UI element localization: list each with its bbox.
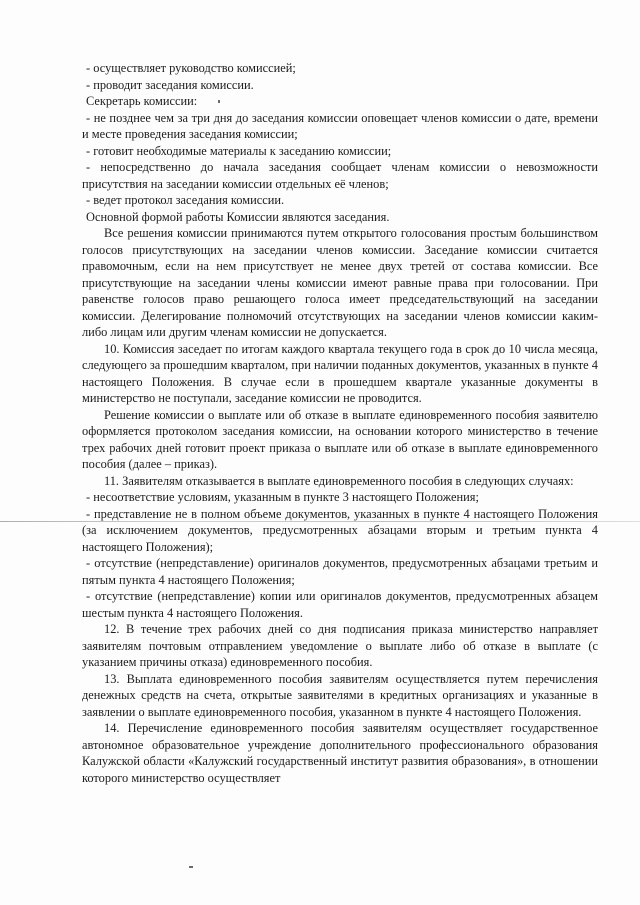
paragraph: - готовит необходимые материалы к заседанию комиссии; (86, 143, 392, 158)
paragraph: - осуществляет руководство комиссией; (86, 61, 296, 75)
paragraph: Все решения комиссии принимаются путем открытого голосования простым большинством голосов присутствующих на заседании членов комиссии. Заседание комиссии считается правомочным, если на нем присутствует не менее двух третей от состава комиссии. Все присутствующие на заседании члены комиссии имеют равные права при голосовании. При равенстве голосов право решающего голоса имеет председательствующий на заседании комиссии. Делегирование полномочий отсутствующих на заседании членов комиссии каким-либо лицам или другим членам комиссии не допускается. (82, 226, 598, 339)
paragraph: - не позднее чем за три дня до заседания комиссии оповещает членов комиссии о дате, времени и месте проведения заседания комиссии; (82, 110, 598, 141)
scan-speck (189, 866, 193, 868)
paragraph: - отсутствие (непредставление) оригиналов документов, предусмотренных абзацами третьим и пятым пункта 4 настоящего Положения; (82, 556, 598, 587)
paragraph: - отсутствие (непредставление) копии или оригиналов документов, предусмотренных абзацем шестым пункта 4 настоящего Положения. (82, 589, 598, 620)
paragraph: Основной формой работы Комиссии являются заседания. (86, 209, 390, 224)
paragraph: 11. Заявителям отказывается в выплате единовременного пособия в следующих случаях: (104, 473, 574, 488)
paragraph: Секретарь комиссии: (86, 94, 198, 108)
paragraph: - представление не в полном объеме документов, указанных в пункте 4 настоящего Положения (за исключением документов, предусмотренных абзацами вторым и третьим пункта 4 настоящего Положения); (82, 506, 598, 554)
paragraph: 10. Комиссия заседает по итогам каждого квартала текущего года в срок до 10 числа месяца, следующего за прошедшим кварталом, при наличии поданных документов, указанных в пункте 4 настоящего Положения. В случае если в прошедшем квартале указанные документы в министерство не поступали, заседание комиссии не проводится. (82, 341, 598, 405)
paragraph: - ведет протокол заседания комиссии. (86, 193, 285, 207)
paragraph: 12. В течение трех рабочих дней со дня подписания приказа министерство направляет заявителям почтовым отправлением уведомление о выплате либо об отказе в выплате (с указанием причины отказа) единовременного пособия. (82, 622, 598, 669)
paragraph: - проводит заседания комиссии. (86, 77, 254, 92)
paragraph: - непосредственно до начала заседания сообщает членам комиссии о невозможности присутствия на заседании комиссии отдельных её членов; (82, 160, 598, 191)
paragraph: 14. Перечисление единовременного пособия заявителям осуществляет государственное автономное образовательное учреждение дополнительного профессионального образования Калужской области «Калужский государственный институт развития образования», в отношении которого министерство осуществляет (82, 721, 598, 785)
document-body (82, 60, 598, 786)
paragraph: Решение комиссии о выплате или об отказе в выплате единовременного пособия заявителю оформляется протоколом заседания комиссии, на основании которого министерство в течение трех рабочих дней готовит проект приказа о выплате или об отказе в выплате единовременного пособия (далее – приказ). (82, 407, 598, 471)
paragraph: - несоответствие условиям, указанным в пункте 3 настоящего Положения; (86, 490, 479, 504)
paragraph: 13. Выплата единовременного пособия заявителям осуществляется путем перечисления денежных средств на счета, открытые заявителями в кредитных организациях и указанные в заявлении о выплате единовременного пособия, указанном в пункте 4 настоящего Положения. (82, 671, 598, 719)
